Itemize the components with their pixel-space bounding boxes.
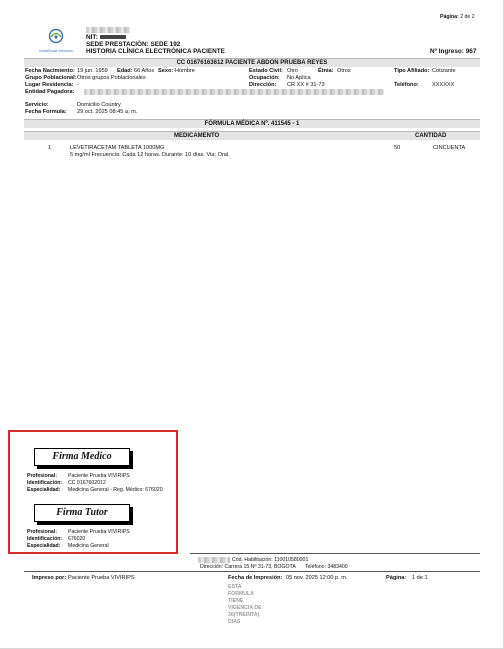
document-title: HISTORIA CLÍNICA ELECTRÓNICA PACIENTE (86, 48, 225, 55)
medico-identificacion: CC 0167602012 (68, 480, 106, 486)
page-indicator (440, 14, 475, 21)
logo-text: IntealDocal Servicios (39, 49, 73, 53)
service-row-2 (24, 109, 480, 116)
vigencia-line: ESTA (228, 584, 242, 590)
footer-telefono: Teléfono: 3483400 (304, 564, 348, 570)
tipo-afiliado-label: Tipo Afiliado: (394, 68, 430, 74)
direccion-value: CR XX # 31-73 (287, 82, 325, 88)
direccion-label: Dirección: (249, 82, 277, 88)
servicio-label: Servicio: (25, 102, 49, 108)
tutor-identificacion: 676020 (68, 536, 86, 542)
tutor-especialidad-label: Especialidad: (27, 543, 61, 549)
vigencia-line: 30(TREINTA) (228, 612, 260, 618)
medico-especialidad: Medicina General - Reg. Médico: 676020 (68, 487, 163, 493)
etnia-value: Otros (337, 68, 351, 74)
patient-title: CC 01676163612 PACIENTE ABDON PRUEBA REYES (176, 60, 328, 66)
pagina-value: 1 de 1 (412, 575, 428, 581)
fecha-nac-value: 19 jun. 1959 (77, 68, 108, 74)
fecha-impresion-label: Fecha de Impresión: (228, 575, 283, 581)
grupo-value: Otros grupos Poblacionales (77, 75, 146, 81)
medico-profesional-label: Profesional: (27, 473, 57, 479)
item-qty-text: CINCUENTA (433, 145, 466, 151)
firma-medico-box (34, 448, 130, 466)
tutor-profesional-label: Profesional: (27, 529, 57, 535)
lugar-label: Lugar Residencia: (25, 82, 74, 88)
firma-medico-label: Firma Medico (52, 451, 112, 462)
vigencia-line: VIGENCIA DE (228, 605, 262, 611)
vigencia-note (228, 584, 262, 626)
edad-label: Edad: (117, 68, 133, 74)
formula-title-bar (24, 119, 480, 128)
footer-divider (190, 553, 480, 554)
item-detail: 5 mg/ml Frecuencia: Cada 12 horas. Durante: 10 días. Via: Oral. (70, 152, 230, 158)
nit-redacted (100, 35, 126, 39)
medico-especialidad-label: Especialidad: (27, 487, 61, 493)
estado-civil-value: Otro (287, 68, 298, 74)
col-cantidad: CANTIDAD (415, 133, 447, 139)
lugar-value: - (77, 82, 79, 88)
vigencia-line: FORMULA (228, 591, 254, 597)
patient-row-4 (24, 89, 480, 96)
impreso-value: Paciente Prueba VIVIRIPS (68, 575, 135, 581)
page-label: Página: (440, 14, 459, 20)
formula-column-header (24, 131, 480, 140)
ocupacion-label: Ocupación: (249, 75, 280, 81)
grupo-label: Grupo Poblacional: (25, 75, 77, 81)
fecha-nac-label: Fecha Nacimiento: (25, 68, 75, 74)
fecha-impresion-value: 05 nov. 2025 12:00 p. m. (286, 575, 348, 581)
footer-print-row (24, 575, 480, 583)
sede-prestacion: SEDE PRESTACIÓN: SEDE 192 (86, 41, 181, 48)
tutor-profesional: Paciente Prueba VIVIRIPS (68, 529, 130, 535)
vigencia-line: TIENE (228, 598, 244, 604)
logo-icon (36, 28, 76, 44)
page-value: 2 de 2 (460, 14, 475, 20)
footer-habilitacion: Cód. Habilitación: 110010580001 (232, 557, 309, 563)
fecha-formula-value: 29 oct. 2025 08:45 a. m. (77, 109, 138, 115)
patient-title-bar (24, 58, 480, 67)
company-logo (36, 28, 76, 53)
item-number: 1 (48, 145, 52, 151)
item-name: LEVETIRACETAM TABLETA 1000MG (70, 145, 165, 151)
footer-redacted (198, 557, 230, 563)
patient-row-3 (24, 82, 480, 89)
footer-address-line (200, 564, 348, 571)
impreso-label: Impreso por: (32, 575, 67, 581)
ingreso-number: Nº Ingreso: 967 (430, 48, 477, 55)
fecha-formula-label: Fecha Formula: (25, 109, 67, 115)
sexo-value: Hombre (175, 68, 195, 74)
redacted-header (86, 27, 130, 33)
telefono-label: Teléfono: (394, 82, 419, 88)
service-row-1 (24, 102, 480, 109)
estado-civil-label: Estado Civil: (249, 68, 283, 74)
item-qty: 50 (394, 145, 401, 151)
nit-label: NIT: (86, 34, 98, 41)
firma-tutor-box (34, 504, 130, 522)
sexo-label: Sexo: (158, 68, 174, 74)
etnia-label: Étnia: (318, 68, 334, 74)
telefono-value: XXXXXX (432, 82, 455, 88)
col-medicamento: MEDICAMENTO (174, 133, 220, 139)
tipo-afiliado-value: Cotizante (432, 68, 456, 74)
entidad-label: Entidad Pagadora: (25, 89, 75, 95)
medico-profesional: Paciente Prueba VIVIRIPS (68, 473, 130, 479)
firma-tutor-label: Firma Tutor (56, 507, 108, 518)
patient-row-2 (24, 75, 480, 82)
footer-direccion: Dirección: Carrera 15 Nº 31-73, BOGOTA (200, 564, 296, 570)
table-row (24, 145, 480, 159)
ocupacion-value: No Aplica (287, 75, 311, 81)
pagina-label: Página: (386, 575, 407, 581)
servicio-value: Domicilio Country (77, 102, 121, 108)
entidad-redacted (84, 89, 384, 95)
patient-row-1 (24, 68, 480, 75)
formula-title: FÓRMULA MÉDICA Nº. 411545 - 1 (204, 121, 300, 127)
vigencia-line: DIAS (228, 619, 241, 625)
edad-value: 66 Años (134, 68, 155, 74)
medico-identificacion-label: Identificación: (27, 480, 63, 486)
footer-divider-2 (24, 571, 480, 572)
tutor-especialidad: Medicina General (68, 543, 109, 549)
tutor-identificacion-label: Identificación: (27, 536, 63, 542)
